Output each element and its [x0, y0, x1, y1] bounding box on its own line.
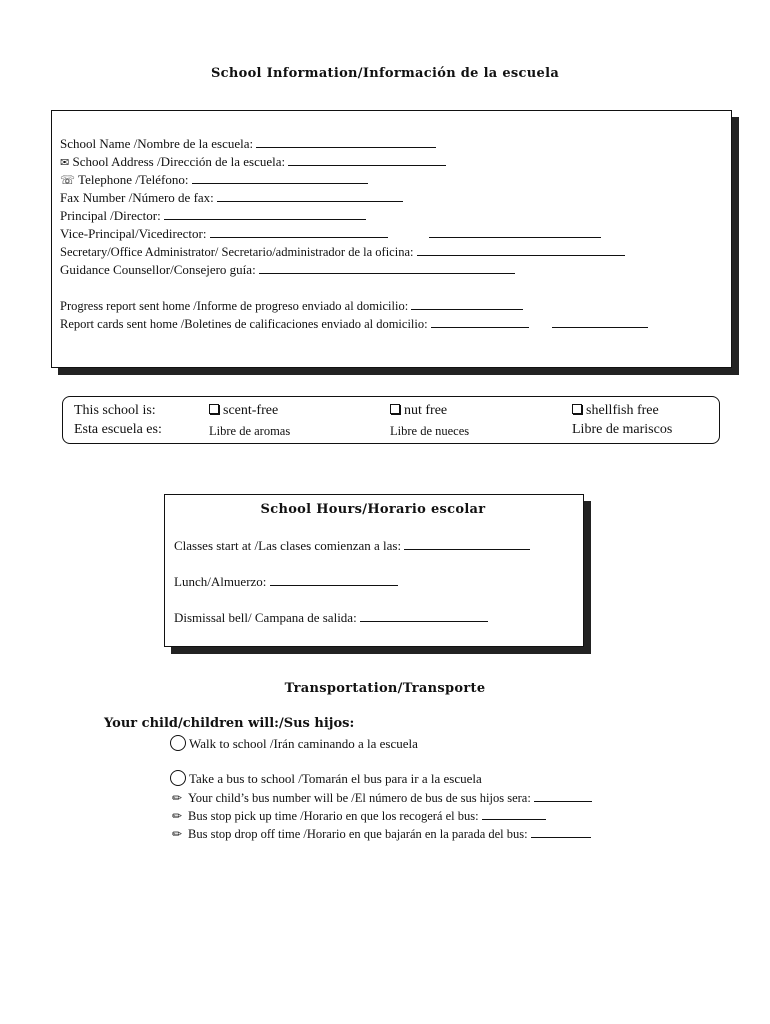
- walk-option[interactable]: [170, 735, 418, 753]
- pickup-row: [172, 807, 546, 825]
- scent-free-label: scent-free: [223, 403, 279, 418]
- telephone-field[interactable]: [192, 171, 368, 184]
- vice-principal-field-2[interactable]: [429, 225, 601, 238]
- dismissal-label: Dismissal bell/ Campana de salida:: [174, 610, 357, 625]
- fax-field[interactable]: [217, 189, 403, 202]
- guidance-row: [60, 261, 515, 279]
- school-address-label: School Address /Dirección de la escuela:: [72, 154, 286, 169]
- lunch-label: Lunch/Almuerzo:: [174, 574, 267, 589]
- classes-start-field[interactable]: [404, 537, 530, 550]
- report-cards-field[interactable]: [431, 315, 529, 328]
- bus-label: Take a bus to school /Tomarán el bus para ir a la escuela: [189, 771, 482, 786]
- pencil-icon: ✏: [172, 827, 183, 841]
- classes-start-label: Classes start at /Las clases comienzan a las:: [174, 538, 402, 553]
- dropoff-field[interactable]: [531, 825, 591, 838]
- nut-free-label-es: Libre de nueces: [390, 424, 470, 438]
- shellfish-free-option[interactable]: [572, 403, 659, 419]
- nut-free-label: nut free: [404, 403, 448, 418]
- pickup-field[interactable]: [482, 807, 546, 820]
- dropoff-row: [172, 825, 591, 843]
- dropoff-label: Bus stop drop off time /Horario en que bajarán en la parada del bus:: [188, 827, 528, 841]
- school-hours-title: School Hours/Horario escolar: [260, 502, 486, 517]
- walk-label: Walk to school /Irán caminando a la escuela: [189, 736, 418, 751]
- nut-free-option[interactable]: [390, 403, 447, 419]
- bus-radio[interactable]: [170, 770, 186, 786]
- report-cards-label: Report cards sent home /Boletines de calificaciones enviado al domicilio:: [60, 317, 428, 331]
- vice-principal-row: [60, 225, 601, 243]
- dismissal-row: [174, 609, 488, 627]
- bus-number-row: [172, 789, 592, 807]
- telephone-label: Telephone /Teléfono:: [78, 172, 189, 187]
- telephone-row: [60, 171, 368, 189]
- school-info-title: School Information/Información de la escuela: [210, 66, 560, 81]
- school-address-field[interactable]: [288, 153, 446, 166]
- vice-principal-field[interactable]: [210, 225, 388, 238]
- school-name-row: [60, 135, 436, 153]
- secretary-label: Secretary/Office Administrator/ Secretario/administrador de la oficina:: [60, 245, 414, 259]
- shellfish-free-label: shellfish free: [586, 403, 659, 418]
- guidance-label: Guidance Counsellor/Consejero guía:: [60, 262, 256, 277]
- bus-number-field[interactable]: [534, 789, 592, 802]
- school-address-row: [60, 153, 446, 172]
- vice-principal-label: Vice-Principal/Vicedirector:: [60, 226, 207, 241]
- bus-number-label: Your child’s bus number will be /El número de bus de sus hijos sera:: [188, 791, 531, 805]
- scent-free-checkbox[interactable]: [209, 404, 219, 414]
- principal-field[interactable]: [164, 207, 366, 220]
- principal-row: [60, 207, 366, 225]
- progress-report-row: [60, 297, 523, 315]
- fax-row: [60, 189, 403, 207]
- telephone-icon: ☏: [60, 173, 76, 187]
- report-cards-row: [60, 315, 648, 333]
- report-cards-field-2[interactable]: [552, 315, 648, 328]
- allergy-label-en: This school is:: [74, 403, 156, 418]
- progress-report-label: Progress report sent home /Informe de progreso enviado al domicilio:: [60, 299, 409, 313]
- pickup-label: Bus stop pick up time /Horario en que los recogerá el bus:: [188, 809, 479, 823]
- secretary-row: [60, 243, 625, 261]
- envelope-icon: ✉: [60, 157, 70, 169]
- lunch-field[interactable]: [270, 573, 398, 586]
- nut-free-checkbox[interactable]: [390, 404, 400, 414]
- lunch-row: [174, 573, 398, 591]
- school-name-field[interactable]: [256, 135, 436, 148]
- pencil-icon: ✏: [172, 791, 183, 805]
- pencil-icon: ✏: [172, 809, 183, 823]
- shellfish-free-label-es: Libre de mariscos: [572, 422, 673, 437]
- scent-free-option[interactable]: [209, 403, 278, 419]
- scent-free-label-es: Libre de aromas: [209, 424, 291, 438]
- transportation-title: Transportation/Transporte: [284, 681, 486, 696]
- classes-start-row: [174, 537, 530, 555]
- dismissal-field[interactable]: [360, 609, 488, 622]
- bus-option[interactable]: [170, 770, 482, 788]
- principal-label: Principal /Director:: [60, 208, 161, 223]
- shellfish-free-checkbox[interactable]: [572, 404, 582, 414]
- school-name-label: School Name /Nombre de la escuela:: [60, 136, 254, 151]
- progress-report-field[interactable]: [411, 297, 523, 310]
- transport-subtitle: Your child/children will:/Sus hijos:: [104, 716, 355, 731]
- fax-label: Fax Number /Número de fax:: [60, 190, 214, 205]
- walk-radio[interactable]: [170, 735, 186, 751]
- guidance-field[interactable]: [259, 261, 515, 274]
- allergy-label-es: Esta escuela es:: [74, 422, 162, 437]
- secretary-field[interactable]: [417, 243, 625, 256]
- allergy-box: [62, 396, 720, 444]
